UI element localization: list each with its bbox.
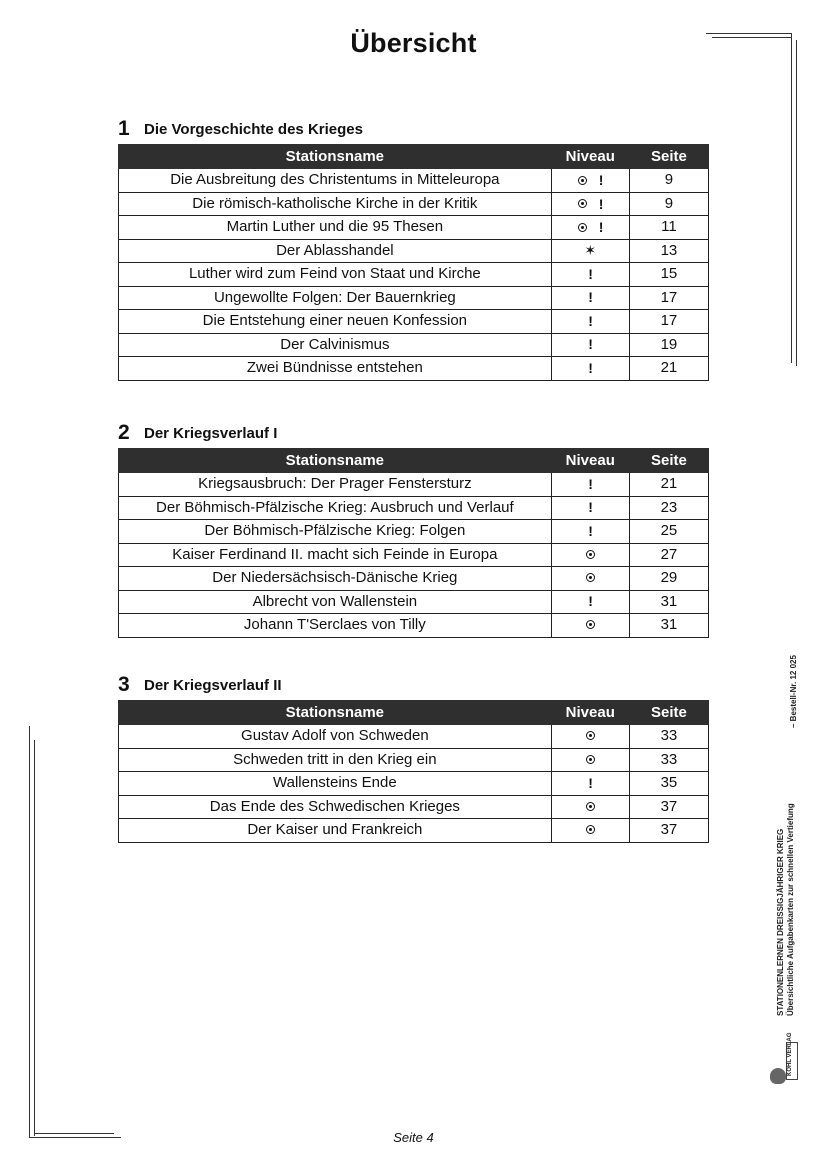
page-title: Übersicht [350, 28, 477, 58]
stations-table [118, 448, 709, 638]
exclamation-icon: ! [588, 499, 593, 516]
section-heading [118, 670, 709, 696]
column-header-seite: Seite [629, 449, 708, 473]
exclamation-icon: ! [598, 172, 604, 188]
station-name: Der Kaiser und Frankreich [119, 819, 552, 843]
page-number-cell: 9 [629, 169, 708, 193]
star-icon: ✶ [584, 242, 597, 259]
page-number-cell: 33 [629, 748, 708, 772]
column-header-niveau: Niveau [551, 145, 629, 169]
niveau-cell [551, 192, 629, 216]
section-number: 1 [118, 117, 130, 140]
exclamation-icon: ! [598, 219, 604, 235]
frame-line-right [791, 33, 792, 363]
stations-table [118, 700, 709, 843]
page-number-cell: 21 [629, 473, 708, 497]
niveau-icons [588, 521, 592, 541]
table-header-row [119, 145, 709, 169]
niveau-icons [586, 620, 595, 629]
niveau-cell [551, 263, 629, 287]
station-name: Der Böhmisch-Pfälzische Krieg: Folgen [119, 520, 552, 544]
page-number-cell: 21 [629, 357, 708, 381]
niveau-icons [588, 264, 592, 284]
niveau-icons [588, 358, 592, 378]
station-name: Der Niedersächsisch-Dänische Krieg [119, 567, 552, 591]
niveau-cell [551, 169, 629, 193]
page-number-cell: 33 [629, 725, 708, 749]
station-name: Wallensteins Ende [119, 772, 552, 796]
station-name: Die römisch-katholische Kirche in der Kritik [119, 192, 552, 216]
table-header-row [119, 449, 709, 473]
frame-line-left [34, 740, 35, 1136]
niveau-icons [588, 311, 592, 331]
station-name: Das Ende des Schwedischen Krieges [119, 795, 552, 819]
niveau-cell [551, 590, 629, 614]
table-row [119, 795, 709, 819]
page-number-cell: 37 [629, 819, 708, 843]
target-icon [586, 825, 595, 834]
table-row [119, 216, 709, 240]
niveau-icons [588, 474, 592, 494]
table-row [119, 543, 709, 567]
section-heading [118, 418, 709, 444]
niveau-icons [588, 497, 592, 517]
section-title: Die Vorgeschichte des Krieges [144, 121, 363, 138]
column-header-seite: Seite [629, 701, 708, 725]
page-number-cell: 15 [629, 263, 708, 287]
station-name: Der Böhmisch-Pfälzische Krieg: Ausbruch und Verlauf [119, 496, 552, 520]
table-row [119, 239, 709, 263]
exclamation-icon: ! [588, 774, 593, 791]
section-number: 2 [118, 421, 130, 444]
table-row [119, 590, 709, 614]
niveau-cell [551, 357, 629, 381]
page-number-cell: 11 [629, 216, 708, 240]
station-name: Zwei Bündnisse entstehen [119, 357, 552, 381]
column-header-stationsname: Stationsname [119, 701, 552, 725]
page-number-cell: 19 [629, 333, 708, 357]
niveau-icons [586, 550, 595, 559]
niveau-cell [551, 795, 629, 819]
target-icon [578, 176, 587, 185]
frame-line-left [29, 726, 30, 1138]
niveau-cell [551, 310, 629, 334]
section-2 [118, 418, 709, 638]
station-name: Martin Luther und die 95 Thesen [119, 216, 552, 240]
sidebar-line-1: STATIONENLERNEN DREISSIGJÄHRIGER KRIEG [776, 828, 785, 1016]
table-row [119, 286, 709, 310]
niveau-cell [551, 772, 629, 796]
niveau-icons [588, 334, 592, 354]
target-icon [586, 755, 595, 764]
page-number-cell: 31 [629, 614, 708, 638]
niveau-icons [588, 773, 592, 793]
target-icon [586, 731, 595, 740]
column-header-niveau: Niveau [551, 449, 629, 473]
page-number-cell: 35 [629, 772, 708, 796]
niveau-icons [588, 591, 592, 611]
niveau-cell [551, 725, 629, 749]
station-name: Die Entstehung einer neuen Konfession [119, 310, 552, 334]
target-icon [586, 620, 595, 629]
niveau-cell [551, 819, 629, 843]
table-row [119, 748, 709, 772]
table-row [119, 310, 709, 334]
page-number-cell: 27 [629, 543, 708, 567]
column-header-stationsname: Stationsname [119, 449, 552, 473]
table-row [119, 567, 709, 591]
station-name: Kaiser Ferdinand II. macht sich Feinde in Europa [119, 543, 552, 567]
page-number-cell: 37 [629, 795, 708, 819]
niveau-cell [551, 614, 629, 638]
station-name: Johann T'Serclaes von Tilly [119, 614, 552, 638]
exclamation-icon: ! [588, 593, 593, 610]
table-row [119, 819, 709, 843]
table-row [119, 520, 709, 544]
station-name: Der Calvinismus [119, 333, 552, 357]
niveau-icons [584, 240, 596, 260]
station-name: Kriegsausbruch: Der Prager Fenstersturz [119, 473, 552, 497]
exclamation-icon: ! [588, 289, 593, 306]
station-name: Albrecht von Wallenstein [119, 590, 552, 614]
frame-line-right [796, 40, 797, 366]
section-3 [118, 670, 709, 843]
station-name: Die Ausbreitung des Christentums in Mitteleuropa [119, 169, 552, 193]
table-header-row [119, 701, 709, 725]
niveau-icons [588, 287, 592, 307]
table-row [119, 192, 709, 216]
table-row [119, 772, 709, 796]
table-row [119, 263, 709, 287]
niveau-icons [586, 755, 595, 764]
exclamation-icon: ! [588, 475, 593, 492]
niveau-icons [578, 217, 603, 237]
target-icon [586, 573, 595, 582]
exclamation-icon: ! [588, 265, 593, 282]
column-header-seite: Seite [629, 145, 708, 169]
niveau-cell [551, 567, 629, 591]
niveau-cell [551, 286, 629, 310]
niveau-icons [586, 731, 595, 740]
section-number: 3 [118, 673, 130, 696]
niveau-cell [551, 239, 629, 263]
station-name: Schweden tritt in den Krieg ein [119, 748, 552, 772]
sidebar-series-text [776, 803, 796, 1016]
target-icon [578, 223, 587, 232]
table-row [119, 169, 709, 193]
page-number-cell: 29 [629, 567, 708, 591]
exclamation-icon: ! [588, 336, 593, 353]
niveau-cell [551, 333, 629, 357]
sidebar-order-number: – Bestell-Nr. 12 025 [789, 655, 798, 728]
station-name: Luther wird zum Feind von Staat und Kirche [119, 263, 552, 287]
niveau-cell [551, 520, 629, 544]
niveau-cell [551, 473, 629, 497]
column-header-stationsname: Stationsname [119, 145, 552, 169]
section-heading [118, 114, 709, 140]
section-title: Der Kriegsverlauf I [144, 425, 278, 442]
station-name: Der Ablasshandel [119, 239, 552, 263]
table-row [119, 357, 709, 381]
target-icon [586, 550, 595, 559]
stations-table [118, 144, 709, 381]
page-number-cell: 25 [629, 520, 708, 544]
page-number-cell: 17 [629, 286, 708, 310]
niveau-cell [551, 216, 629, 240]
page-number-cell: 23 [629, 496, 708, 520]
section-1 [118, 114, 709, 381]
page-number-cell: 17 [629, 310, 708, 334]
exclamation-icon: ! [588, 312, 593, 329]
column-header-niveau: Niveau [551, 701, 629, 725]
section-title: Der Kriegsverlauf II [144, 677, 282, 694]
niveau-icons [578, 194, 603, 214]
niveau-icons [586, 825, 595, 834]
target-icon [578, 199, 587, 208]
table-row [119, 333, 709, 357]
station-name: Ungewollte Folgen: Der Bauernkrieg [119, 286, 552, 310]
page-number-cell: 9 [629, 192, 708, 216]
niveau-cell [551, 543, 629, 567]
niveau-cell [551, 748, 629, 772]
niveau-icons [586, 802, 595, 811]
exclamation-icon: ! [588, 522, 593, 539]
table-row [119, 496, 709, 520]
niveau-icons [586, 573, 595, 582]
publisher-logo-icon [770, 1068, 786, 1084]
table-row [119, 614, 709, 638]
target-icon [586, 802, 595, 811]
page-number-cell: 13 [629, 239, 708, 263]
exclamation-icon: ! [598, 195, 604, 212]
page-number-cell: 31 [629, 590, 708, 614]
publisher-logo-text: KOHL VERLAG [787, 1032, 793, 1076]
exclamation-icon: ! [588, 359, 593, 376]
table-row [119, 473, 709, 497]
sidebar-line-2: Übersichtliche Aufgabenkarten zur schnellen Vertiefung [786, 803, 795, 1016]
page-number: Seite 4 [393, 1130, 434, 1145]
niveau-cell [551, 496, 629, 520]
niveau-icons [578, 170, 603, 190]
table-row [119, 725, 709, 749]
station-name: Gustav Adolf von Schweden [119, 725, 552, 749]
